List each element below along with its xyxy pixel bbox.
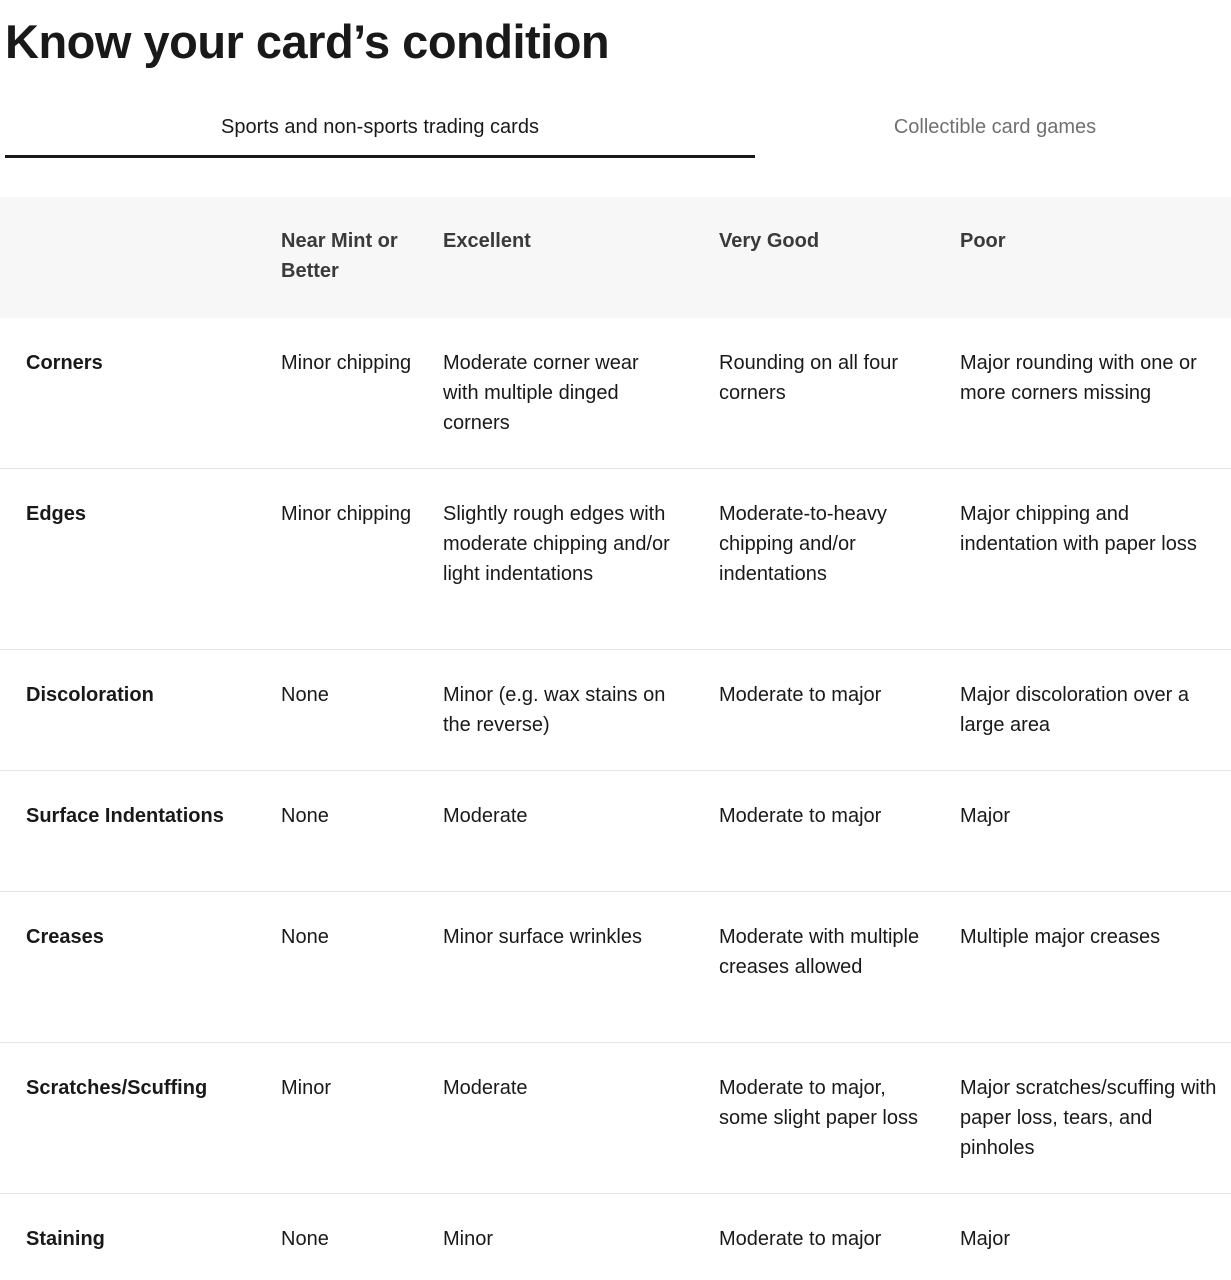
table-cell: Minor chipping	[281, 503, 412, 525]
column-header-excellent: Excellent	[443, 230, 531, 252]
page-title: Know your card’s condition	[5, 15, 610, 68]
table-cell: None	[281, 1228, 329, 1250]
table-cell: Moderate with multiple creases allowed	[719, 926, 920, 978]
tab-collectible-card-games[interactable]: Collectible card games	[893, 116, 1097, 138]
table-cell: Minor (e.g. wax stains on the reverse)	[443, 684, 666, 736]
table-row-discoloration	[0, 650, 1231, 771]
tab-sports-trading-cards[interactable]: Sports and non-sports trading cards	[5, 96, 755, 158]
row-label: Edges	[26, 503, 87, 525]
table-row-edges	[0, 469, 1231, 650]
table-cell: Moderate to major, some slight paper loss	[719, 1077, 918, 1129]
row-label: Creases	[26, 926, 104, 948]
row-label: Scratches/Scuffing	[26, 1077, 208, 1099]
table-cell: None	[281, 926, 329, 948]
table-cell: Major discoloration over a large area	[960, 684, 1189, 736]
row-label: Discoloration	[26, 684, 154, 706]
table-cell: Minor chipping	[281, 352, 412, 374]
row-label: Surface Indentations	[26, 805, 224, 827]
table-cell: Minor	[443, 1228, 494, 1250]
table-row-scratches-scuffing	[0, 1043, 1231, 1194]
table-cell: Major scratches/scuffing with paper loss, tears, and pinholes	[960, 1077, 1217, 1159]
table-cell: Multiple major creases	[960, 926, 1161, 948]
column-header-very-good: Very Good	[719, 230, 820, 252]
column-header-near-mint: Near Mint or Better	[281, 230, 398, 282]
table-cell: Moderate to major	[719, 684, 882, 706]
table-cell: Minor surface wrinkles	[443, 926, 642, 948]
table-cell: Major chipping and indentation with paper loss	[960, 503, 1197, 555]
table-cell: Moderate	[443, 805, 528, 827]
table-cell: Moderate	[443, 1077, 528, 1099]
table-cell: Moderate corner wear with multiple dinged corners	[443, 352, 639, 434]
table-row-creases	[0, 892, 1231, 1043]
table-header-row	[0, 197, 1231, 318]
table-cell: Rounding on all four corners	[719, 352, 899, 404]
table-cell: Major	[960, 1228, 1011, 1250]
table-cell: Moderate-to-heavy chipping and/or indentations	[719, 503, 887, 585]
table-cell: Slightly rough edges with moderate chipping and/or light indentations	[443, 503, 670, 585]
table-cell: None	[281, 805, 329, 827]
row-label: Corners	[26, 352, 103, 374]
table-cell: Moderate to major	[719, 1228, 882, 1250]
column-header-poor: Poor	[960, 230, 1006, 252]
table-row-corners	[0, 318, 1231, 469]
table-cell: Major	[960, 805, 1011, 827]
table-cell: Major rounding with one or more corners missing	[960, 352, 1197, 404]
condition-tabs	[5, 96, 1231, 158]
row-label: Staining	[26, 1228, 105, 1250]
table-row-staining	[0, 1194, 1231, 1279]
condition-table	[0, 197, 1231, 1279]
table-cell: Moderate to major	[719, 805, 882, 827]
table-cell: Minor	[281, 1077, 332, 1099]
table-cell: None	[281, 684, 329, 706]
table-row-surface-indentations	[0, 771, 1231, 892]
